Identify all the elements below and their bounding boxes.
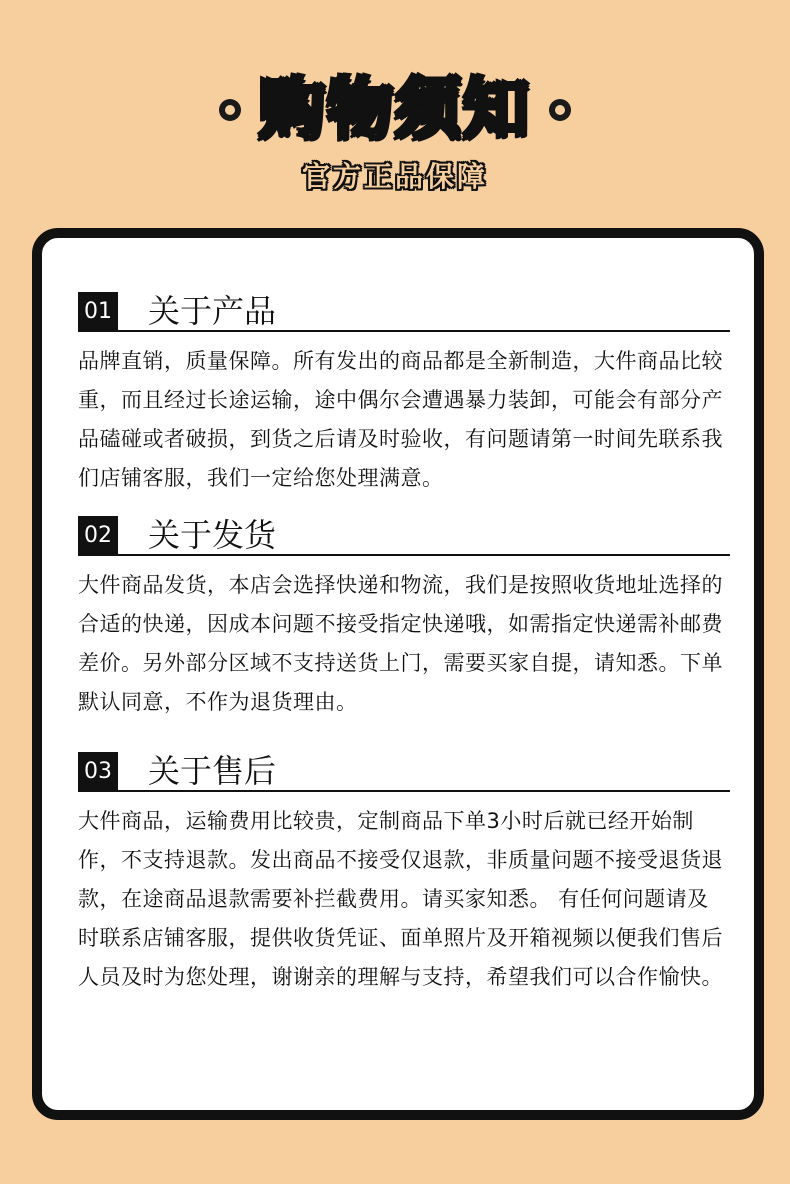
section-number-badge: 02 [78, 516, 118, 554]
page-subtitle: 官方正品保障 [301, 160, 488, 193]
section-number-badge: 01 [78, 292, 118, 330]
section-shipping [78, 514, 730, 722]
section-number-badge: 03 [78, 752, 118, 790]
notice-card [32, 228, 764, 1120]
section-title: 关于产品 [148, 292, 277, 330]
page-title: 购物须知 [259, 71, 531, 148]
section-body: 大件商品，运输费用比较贵，定制商品下单3小时后就已经开始制作，不支持退款。发出商品不接受仅退款，非质量问题不接受退货退款，在途商品退款需要补拦截费用。请买家知悉。 有任何问题请及时联系店铺客服，提供收货凭证、面单照片及开箱视频以便我们售后人员及时为您处理，谢谢亲的理解与支持，希望我们可以合作愉快。 [78, 809, 723, 989]
section-title: 关于发货 [148, 516, 277, 554]
left-dot-icon [219, 99, 241, 121]
section-header [78, 290, 730, 332]
section-product [78, 290, 730, 498]
title-row [0, 60, 790, 160]
section-header [78, 750, 730, 792]
section-body: 大件商品发货，本店会选择快递和物流，我们是按照收货地址选择的合适的快递，因成本问题不接受指定快递哦，如需指定快递需补邮费差价。另外部分区域不支持送货上门，需要买家自提，请知悉。下单默认同意，不作为退货理由。 [78, 573, 723, 714]
section-aftersales [78, 750, 730, 997]
section-header [78, 514, 730, 556]
section-body: 品牌直销，质量保障。所有发出的商品都是全新制造，大件商品比较重，而且经过长途运输，途中偶尔会遭遇暴力装卸，可能会有部分产品磕碰或者破损，到货之后请及时验收，有问题请第一时间先联系我们店铺客服，我们一定给您处理满意。 [78, 349, 723, 490]
right-dot-icon [549, 99, 571, 121]
section-title: 关于售后 [148, 752, 277, 790]
